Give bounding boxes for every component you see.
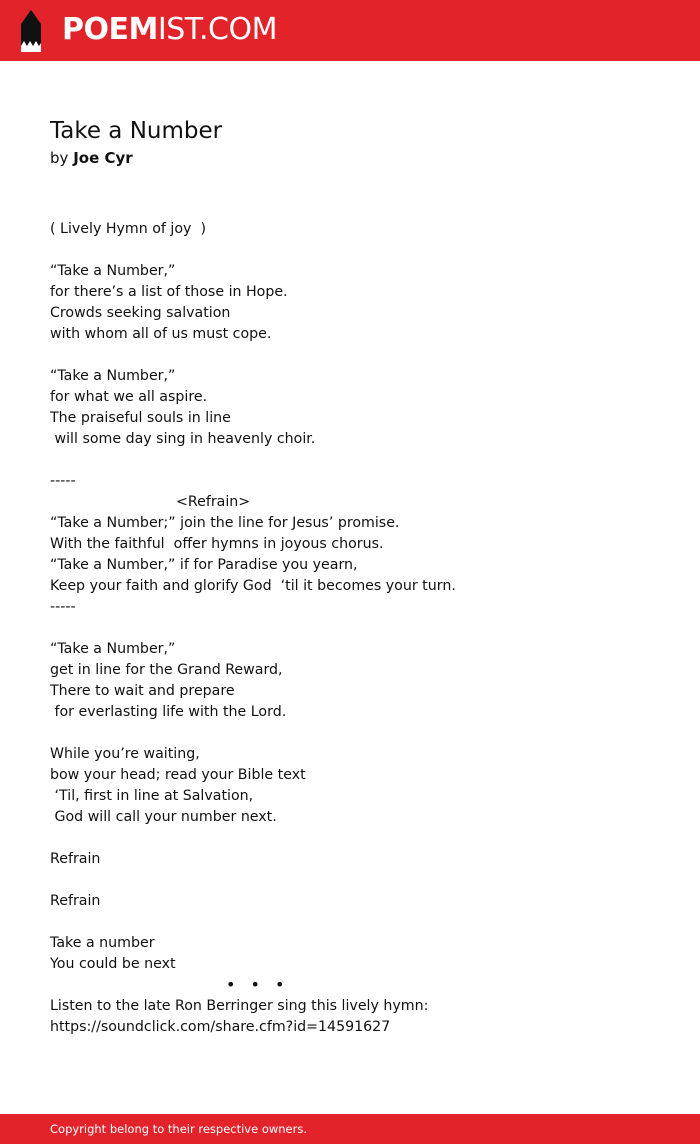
by-label: by	[50, 149, 69, 167]
poem-body	[50, 219, 670, 975]
poem-line: with whom all of us must cope.	[50, 326, 272, 342]
poem-line	[50, 723, 670, 744]
site-logo[interactable]	[62, 12, 277, 48]
poem-line: Keep your faith and glorify God ‘til it becomes your turn.	[50, 578, 456, 594]
poem-line: bow your head; read your Bible text	[50, 767, 306, 783]
poem-line: “Take a Number,”	[50, 368, 176, 384]
poem-line: Crowds seeking salvation	[50, 305, 231, 321]
poem-line	[50, 450, 670, 471]
poem-line	[50, 870, 670, 891]
pencil-tip-icon[interactable]	[18, 10, 44, 52]
poem-line: ‘Til, first in line at Salvation,	[50, 788, 254, 804]
poem-line: “Take a Number;” join the line for Jesus’ promise.	[50, 515, 400, 531]
poem-line: “Take a Number,”	[50, 641, 176, 657]
poem-line	[50, 618, 670, 639]
poem-title: Take a Number	[50, 118, 223, 144]
note-line: Listen to the late Ron Berringer sing this lively hymn:	[50, 998, 429, 1014]
poem-line: “Take a Number,”	[50, 263, 176, 279]
poem-line: “Take a Number,” if for Paradise you yearn,	[50, 557, 358, 573]
audio-link-text: https://soundclick.com/share.cfm?id=14591627	[50, 1019, 391, 1035]
poem-line	[50, 240, 670, 261]
poem-line: With the faithful offer hymns in joyous chorus.	[50, 536, 384, 552]
separator-dots: • • •	[226, 975, 290, 994]
poem-line: for everlasting life with the Lord.	[50, 704, 287, 720]
poem-line: <Refrain>	[176, 494, 251, 510]
poem-line: Take a number	[50, 935, 155, 951]
poem-line: There to wait and prepare	[50, 683, 235, 699]
site-header	[0, 0, 700, 61]
logo-light-text: IST.COM	[157, 12, 277, 47]
poem-line: While you’re waiting,	[50, 746, 200, 762]
poem-line: God will call your number next.	[50, 809, 277, 825]
copyright-text: Copyright belong to their respective owners.	[50, 1122, 308, 1136]
poem-line: You could be next	[50, 956, 176, 972]
poem-line: will some day sing in heavenly choir.	[50, 431, 316, 447]
poem-line: for there’s a list of those in Hope.	[50, 284, 288, 300]
poem-line: for what we all aspire.	[50, 389, 208, 405]
site-footer	[0, 1114, 700, 1144]
author-name[interactable]: Joe Cyr	[73, 149, 133, 167]
poem-line: get in line for the Grand Reward,	[50, 662, 283, 678]
poem-line: -----	[50, 473, 76, 489]
poem-line: -----	[50, 599, 76, 615]
poem-line: The praiseful souls in line	[50, 410, 231, 426]
poem-line: Refrain	[50, 851, 101, 867]
byline	[50, 148, 133, 169]
poem-line	[50, 828, 670, 849]
poem-line	[50, 912, 670, 933]
poem-notes	[50, 996, 428, 1038]
poem-line: Refrain	[50, 893, 101, 909]
logo-bold-text: POEM	[62, 12, 158, 47]
poem-line: ( Lively Hymn of joy )	[50, 221, 207, 237]
poem-line	[50, 345, 670, 366]
